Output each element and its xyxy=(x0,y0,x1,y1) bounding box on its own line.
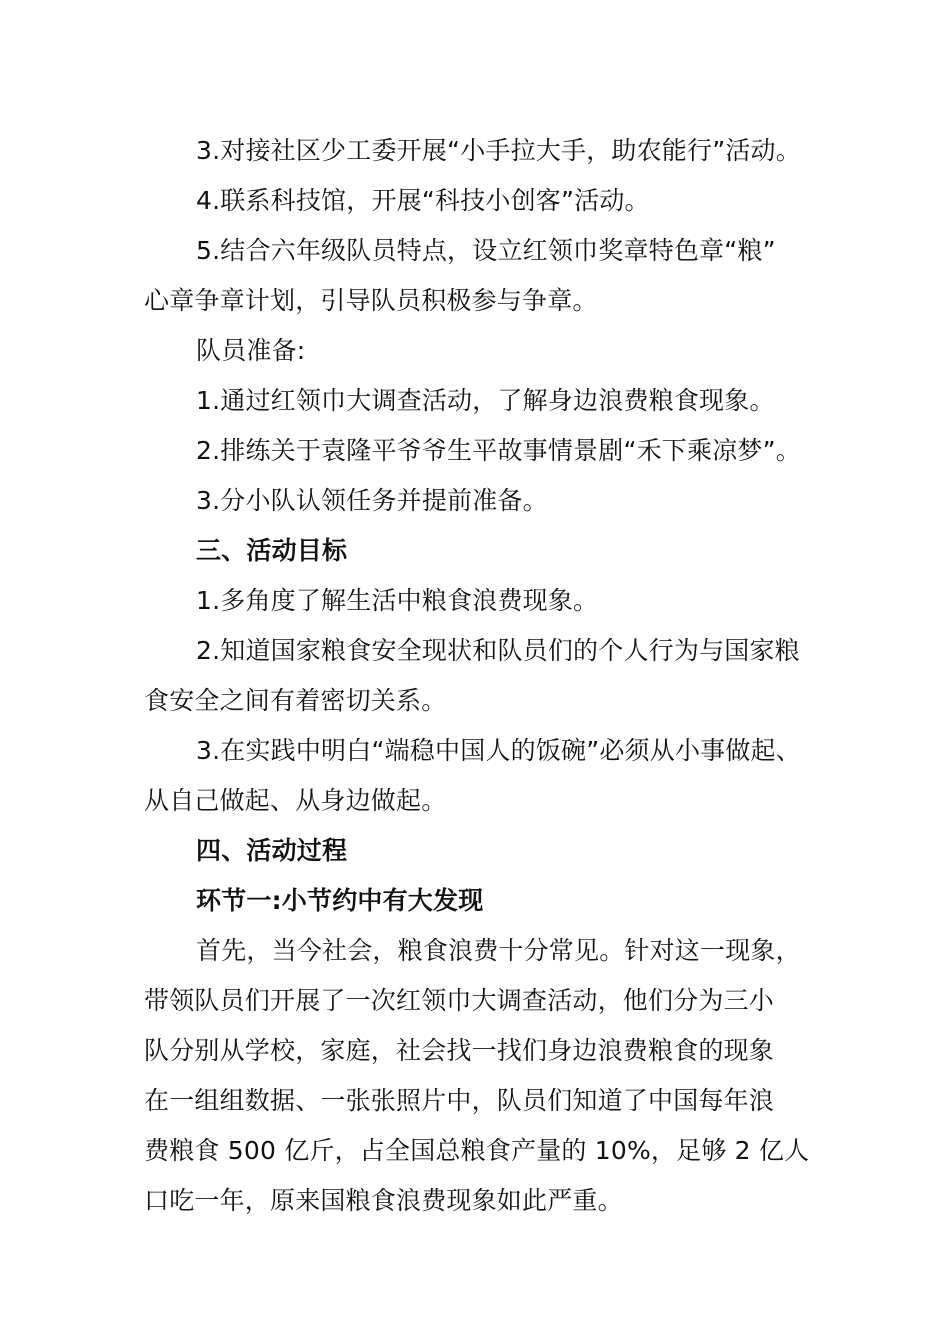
subsection-heading: 环节一:小节约中有大发现 xyxy=(196,886,484,915)
paragraph-line: 2.排练关于袁隆平爷爷生平故事情景剧“禾下乘凉梦”。 xyxy=(196,436,801,465)
paragraph-line: 食安全之间有着密切关系。 xyxy=(144,686,447,715)
paragraph-line: 从自己做起、从身边做起。 xyxy=(144,786,447,815)
paragraph-line: 1.多角度了解生活中粮食浪费现象。 xyxy=(196,586,599,615)
paragraph-line: 1.通过红领巾大调查活动，了解身边浪费粮食现象。 xyxy=(196,386,775,415)
section-heading: 三、活动目标 xyxy=(196,536,348,565)
section-heading: 四、活动过程 xyxy=(196,836,348,865)
paragraph-line: 在一组组数据、一张张照片中，队员们知道了中国每年浪 xyxy=(144,1086,775,1115)
paragraph-line: 2.知道国家粮食安全现状和队员们的个人行为与国家粮 xyxy=(196,636,800,665)
paragraph-line: 3.对接社区少工委开展“小手拉大手，助农能行”活动。 xyxy=(196,136,801,165)
paragraph-line: 口吃一年，原来国粮食浪费现象如此严重。 xyxy=(144,1186,623,1215)
paragraph-line: 5.结合六年级队员特点，设立红领巾奖章特色章“粮” xyxy=(196,236,776,265)
paragraph-line: 费粮食 500 亿斤，占全国总粮食产量的 10%，足够 2 亿人 xyxy=(144,1136,810,1165)
paragraph-line: 4.联系科技馆，开展“科技小创客”活动。 xyxy=(196,186,650,215)
paragraph-line: 3.在实践中明白“端稳中国人的饭碗”必须从小事做起、 xyxy=(196,736,801,765)
paragraph-line: 3.分小队认领任务并提前准备。 xyxy=(196,486,548,515)
paragraph-line: 首先，当今社会，粮食浪费十分常见。针对这一现象， xyxy=(196,936,801,965)
paragraph-line: 队分别从学校，家庭，社会找一找们身边浪费粮食的现象 xyxy=(144,1036,775,1065)
paragraph-line: 队员准备: xyxy=(196,336,306,365)
paragraph-line: 带领队员们开展了一次红领巾大调查活动，他们分为三小 xyxy=(144,986,775,1015)
paragraph-line: 心章争章计划，引导队员积极参与争章。 xyxy=(144,286,598,315)
